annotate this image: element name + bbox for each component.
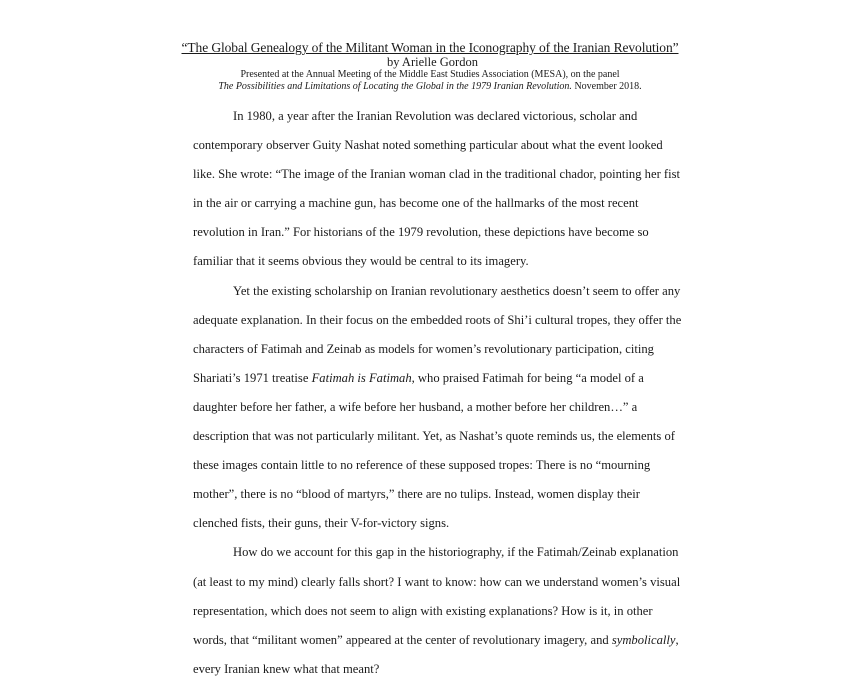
paragraph-line-symbolic — [193, 626, 679, 655]
text-run: who praised Fatimah for being “a model of a — [414, 370, 644, 385]
body-text — [193, 102, 682, 684]
panel-title: The Possibilities and Limitations of Locating the Global in the 1979 Iranian Revolution. — [218, 81, 572, 92]
paragraph-line: in the air or carrying a machine gun, has become one of the hallmarks of the most recent — [193, 196, 639, 211]
paragraph-line: adequate explanation. In their focus on the embedded roots of Shi’i cultural tropes, they offer the — [193, 312, 682, 327]
panel-date: November 2018. — [571, 81, 642, 92]
paragraph-line: daughter before her father, a wife before her husband, a mother before her children…” a — [193, 399, 638, 414]
text-run: words, that “militant women” appeared at the center of revolutionary imagery, and — [193, 632, 612, 647]
paragraph-line: How do we account for this gap in the historiography, if the Fatimah/Zeinab explanation — [233, 545, 679, 560]
panel-note — [0, 81, 860, 92]
paragraph-line: like. She wrote: “The image of the Iranian woman clad in the traditional chador, pointing her fist — [193, 167, 680, 182]
paragraph-line: every Iranian knew what that meant? — [193, 661, 380, 676]
paragraph-line-shariati — [193, 364, 663, 393]
author: by Arielle Gordon — [387, 55, 478, 69]
text-run: , — [675, 632, 679, 647]
paragraph-line: Yet the existing scholarship on Iranian revolutionary aesthetics doesn’t seem to offer any — [233, 283, 681, 298]
paragraph-line: revolution in Iran.” For historians of the 1979 revolution, these depictions have become so — [193, 225, 649, 240]
paragraph-line: mother”, there is no “blood of martyrs,” there are no tulips. Instead, women display their — [193, 487, 640, 502]
emphasis: symbolically — [611, 632, 676, 647]
paragraph-line: familiar that it seems obvious they would be central to its imagery. — [193, 254, 529, 269]
presented-note: Presented at the Annual Meeting of the Middle East Studies Association (MESA), on the panel — [240, 69, 620, 80]
book-title: Fatimah is Fatimah, — [311, 370, 415, 385]
paragraph-line: (at least to my mind) clearly falls short? I want to know: how can we understand women’s visual — [193, 574, 681, 589]
text-run: Shariati’s 1971 treatise — [193, 370, 312, 385]
paragraph-line: characters of Fatimah and Zeinab as models for women’s revolutionary participation, citing — [193, 341, 654, 356]
paragraph-line: contemporary observer Guity Nashat noted something particular about what the event looked — [193, 138, 663, 153]
paragraph-line: In 1980, a year after the Iranian Revolution was declared victorious, scholar and — [233, 109, 638, 123]
paragraph-line: representation, which does not seem to align with existing explanations? How is it, in other — [193, 603, 653, 618]
paragraph-line: description that was not particularly militant. Yet, as Nashat’s quote reminds us, the elements of — [193, 429, 675, 444]
paragraph-line: these images contain little to no reference of these supposed tropes: There is no “mourning — [193, 458, 651, 473]
paper-title: “The Global Genealogy of the Militant Woman in the Iconography of the Iranian Revolution” — [181, 40, 679, 55]
paragraph-line: clenched fists, their guns, their V-for-victory signs. — [193, 516, 450, 531]
